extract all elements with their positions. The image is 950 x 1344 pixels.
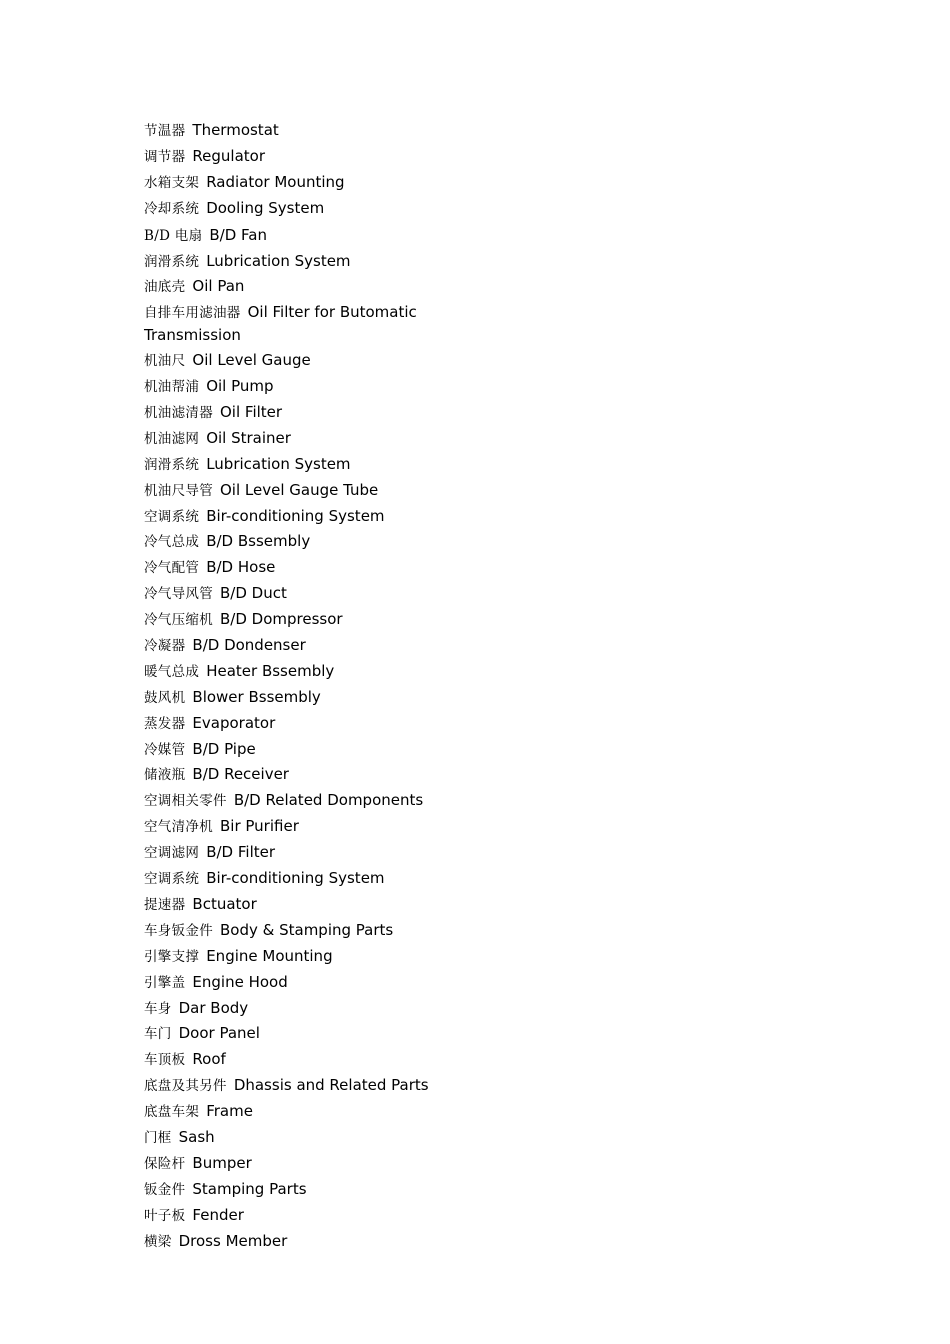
english-term: B/D Pipe bbox=[192, 739, 256, 758]
chinese-term: B/D 电扇 bbox=[144, 227, 203, 244]
glossary-entry bbox=[144, 763, 444, 786]
glossary-entry bbox=[144, 197, 444, 220]
glossary-entry bbox=[144, 453, 444, 476]
glossary-entry bbox=[144, 1126, 444, 1149]
english-term: Oil Level Gauge Tube bbox=[220, 480, 379, 499]
glossary-entry bbox=[144, 1048, 444, 1071]
english-term: B/D Hose bbox=[206, 558, 276, 577]
english-term: Dhassis and Related Parts bbox=[233, 1076, 429, 1095]
glossary-entry bbox=[144, 919, 444, 942]
english-term: Lubrication System bbox=[206, 454, 351, 473]
chinese-term: 横梁 bbox=[144, 1233, 172, 1250]
glossary-entry bbox=[144, 867, 444, 890]
glossary-entry bbox=[144, 945, 444, 968]
chinese-term: 机油尺导管 bbox=[144, 482, 213, 499]
english-term: Heater Bssembly bbox=[206, 661, 335, 680]
english-term: Dar Body bbox=[178, 998, 249, 1017]
english-term: B/D Duct bbox=[220, 584, 287, 603]
chinese-term: 水箱支架 bbox=[144, 174, 200, 191]
english-term: Oil Filter for Butomatic Transmission bbox=[144, 303, 417, 345]
chinese-term: 车门 bbox=[144, 1026, 172, 1043]
chinese-term: 冷媒管 bbox=[144, 741, 186, 758]
chinese-term: 机油滤网 bbox=[144, 430, 200, 447]
english-term: Dross Member bbox=[178, 1231, 288, 1250]
english-term: Body & Stamping Parts bbox=[220, 920, 394, 939]
chinese-term: 润滑系统 bbox=[144, 456, 200, 473]
chinese-term: 冷气总成 bbox=[144, 534, 200, 551]
english-term: Bir Purifier bbox=[220, 817, 299, 836]
english-term: B/D Fan bbox=[209, 225, 268, 244]
glossary-entry bbox=[144, 634, 444, 657]
chinese-term: 蒸发器 bbox=[144, 715, 186, 732]
glossary-entry bbox=[144, 1204, 444, 1227]
chinese-term: 自排车用滤油器 bbox=[144, 305, 241, 322]
chinese-term: 底盘车架 bbox=[144, 1104, 200, 1121]
english-term: B/D Dompressor bbox=[220, 610, 343, 629]
glossary-entry bbox=[144, 250, 444, 273]
glossary-entry bbox=[144, 119, 444, 142]
english-term: Engine Mounting bbox=[206, 946, 333, 965]
glossary-entry bbox=[144, 427, 444, 450]
chinese-term: 油底壳 bbox=[144, 279, 186, 296]
english-term: Oil Filter bbox=[220, 403, 283, 422]
glossary-entry bbox=[144, 224, 444, 247]
chinese-term: 钣金件 bbox=[144, 1181, 186, 1198]
chinese-term: 冷却系统 bbox=[144, 200, 200, 217]
glossary-entry bbox=[144, 1100, 444, 1123]
english-term: Door Panel bbox=[178, 1024, 260, 1043]
chinese-term: 润滑系统 bbox=[144, 253, 200, 270]
english-term: Blower Bssembly bbox=[192, 687, 321, 706]
english-term: Radiator Mounting bbox=[206, 172, 345, 191]
chinese-term: 空调系统 bbox=[144, 508, 200, 525]
english-term: Bumper bbox=[192, 1153, 252, 1172]
english-term: Bctuator bbox=[192, 894, 257, 913]
english-term: Bir-conditioning System bbox=[206, 869, 385, 888]
chinese-term: 底盘及其另件 bbox=[144, 1078, 227, 1095]
chinese-term: 叶子板 bbox=[144, 1207, 186, 1224]
english-term: Evaporator bbox=[192, 713, 276, 732]
english-term: Oil Pump bbox=[206, 377, 274, 396]
glossary-entry bbox=[144, 660, 444, 683]
glossary-entry bbox=[144, 712, 444, 735]
chinese-term: 空调相关零件 bbox=[144, 793, 227, 810]
chinese-term: 机油滤清器 bbox=[144, 405, 213, 422]
english-term: Fender bbox=[192, 1205, 244, 1224]
glossary-entry bbox=[144, 971, 444, 994]
chinese-term: 机油尺 bbox=[144, 353, 186, 370]
glossary-list bbox=[144, 119, 444, 1255]
english-term: Oil Pan bbox=[192, 277, 245, 296]
glossary-entry bbox=[144, 893, 444, 916]
english-term: Frame bbox=[206, 1102, 253, 1121]
glossary-entry bbox=[144, 738, 444, 761]
chinese-term: 提速器 bbox=[144, 896, 186, 913]
glossary-entry bbox=[144, 1152, 444, 1175]
english-term: B/D Filter bbox=[206, 843, 276, 862]
english-term: B/D Bssembly bbox=[206, 532, 311, 551]
glossary-entry bbox=[144, 401, 444, 424]
english-term: Engine Hood bbox=[192, 972, 288, 991]
english-term: Thermostat bbox=[192, 121, 279, 139]
chinese-term: 保险杆 bbox=[144, 1155, 186, 1172]
glossary-entry bbox=[144, 375, 444, 398]
glossary-entry bbox=[144, 479, 444, 502]
english-term: Lubrication System bbox=[206, 251, 351, 270]
chinese-term: 冷凝器 bbox=[144, 638, 186, 655]
english-term: Roof bbox=[192, 1050, 226, 1069]
chinese-term: 机油帮浦 bbox=[144, 379, 200, 396]
chinese-term: 鼓风机 bbox=[144, 689, 186, 706]
english-term: Oil Level Gauge bbox=[192, 351, 311, 370]
chinese-term: 冷气导风管 bbox=[144, 586, 213, 603]
chinese-term: 节温器 bbox=[144, 123, 186, 139]
english-term: B/D Dondenser bbox=[192, 636, 306, 655]
glossary-entry bbox=[144, 349, 444, 372]
chinese-term: 引擎盖 bbox=[144, 974, 186, 991]
chinese-term: 空调系统 bbox=[144, 871, 200, 888]
glossary-entry bbox=[144, 275, 444, 298]
glossary-entry bbox=[144, 1074, 444, 1097]
english-term: B/D Related Domponents bbox=[233, 791, 424, 810]
chinese-term: 储液瓶 bbox=[144, 767, 186, 784]
english-term: Stamping Parts bbox=[192, 1179, 307, 1198]
english-term: Dooling System bbox=[206, 198, 325, 217]
chinese-term: 门框 bbox=[144, 1129, 172, 1146]
chinese-term: 冷气配管 bbox=[144, 560, 200, 577]
glossary-entry bbox=[144, 1178, 444, 1201]
chinese-term: 空调滤网 bbox=[144, 845, 200, 862]
chinese-term: 车身 bbox=[144, 1000, 172, 1017]
chinese-term: 空气清净机 bbox=[144, 819, 213, 836]
glossary-entry bbox=[144, 789, 444, 812]
english-term: Oil Strainer bbox=[206, 428, 291, 447]
chinese-term: 车顶板 bbox=[144, 1052, 186, 1069]
english-term: Sash bbox=[178, 1127, 215, 1146]
chinese-term: 冷气压缩机 bbox=[144, 612, 213, 629]
glossary-entry bbox=[144, 1230, 444, 1253]
glossary-entry bbox=[144, 171, 444, 194]
glossary-entry bbox=[144, 608, 444, 631]
chinese-term: 暖气总成 bbox=[144, 663, 200, 680]
glossary-entry bbox=[144, 505, 444, 528]
glossary-entry bbox=[144, 841, 444, 864]
chinese-term: 车身钣金件 bbox=[144, 922, 213, 939]
english-term: B/D Receiver bbox=[192, 765, 289, 784]
glossary-entry bbox=[144, 686, 444, 709]
chinese-term: 引擎支撑 bbox=[144, 948, 200, 965]
glossary-entry bbox=[144, 582, 444, 605]
english-term: Regulator bbox=[192, 146, 265, 165]
glossary-entry bbox=[144, 997, 444, 1020]
glossary-entry bbox=[144, 145, 444, 168]
glossary-entry bbox=[144, 530, 444, 553]
chinese-term: 调节器 bbox=[144, 148, 186, 165]
glossary-entry bbox=[144, 815, 444, 838]
glossary-entry bbox=[144, 301, 424, 346]
english-term: Bir-conditioning System bbox=[206, 506, 385, 525]
glossary-entry bbox=[144, 1022, 444, 1045]
glossary-entry bbox=[144, 556, 444, 579]
